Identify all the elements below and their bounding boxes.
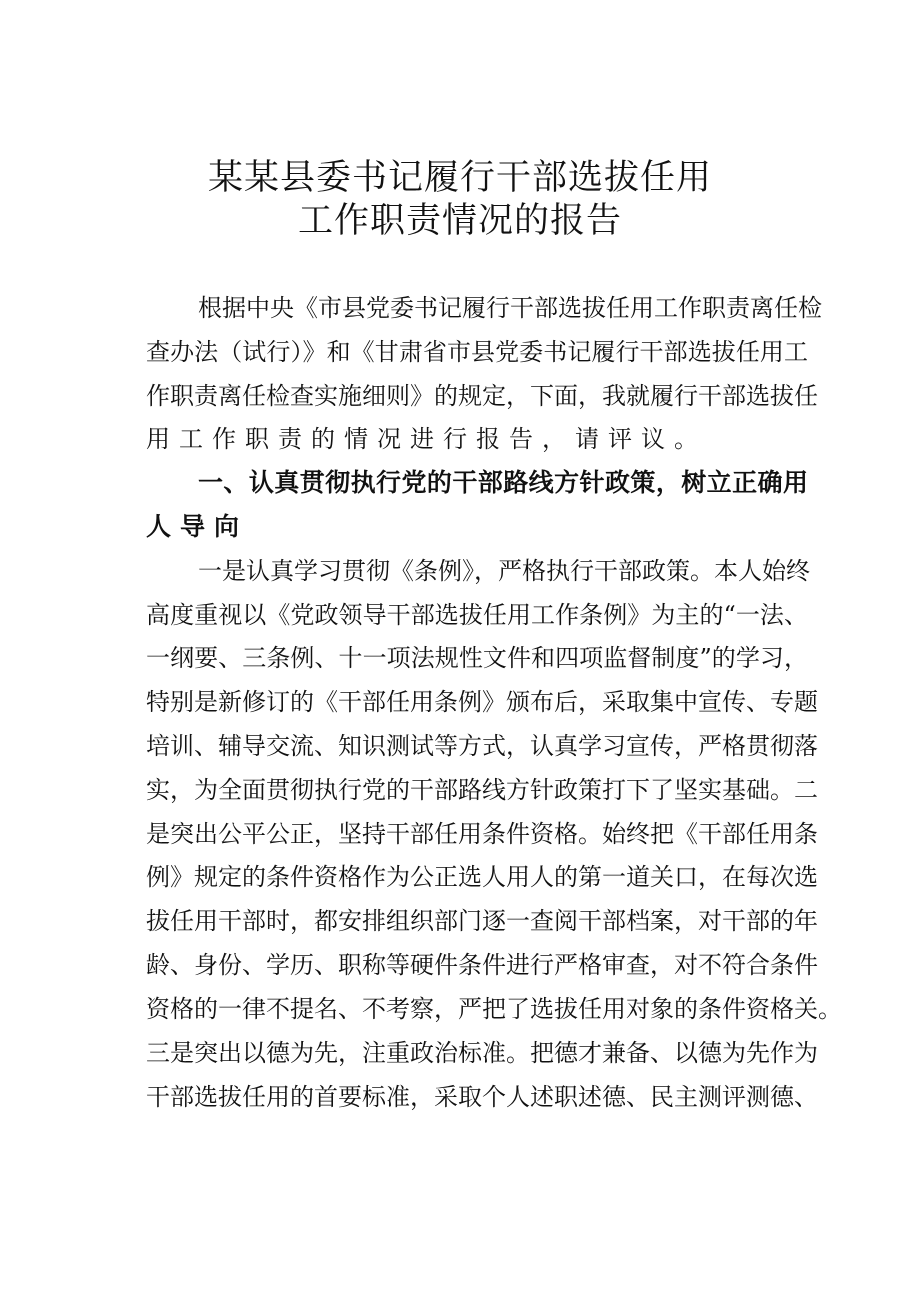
paragraph-line: 三是突出以德为先，注重政治标准。把德才兼备、以德为先作为 [146, 1039, 818, 1067]
paragraph-line: 培训、辅导交流、知识测试等方式，认真学习宣传，严格贯彻落 [146, 732, 818, 760]
title-line-1: 某某县委书记履行干部选拔任用 [207, 158, 712, 198]
paragraph-line: 拔任用干部时，都安排组织部门逐一查阅干部档案，对干部的年 [146, 907, 818, 935]
paragraph-line: 根据中央《市县党委书记履行干部选拔任用工作职责离任检 [198, 294, 822, 322]
paragraph-line: 实，为全面贯彻执行党的干部路线方针政策打下了坚实基础。二 [146, 776, 818, 804]
paragraph-line: 龄、身份、学历、职称等硬件条件进行严格审查，对不符合条件 [146, 951, 818, 979]
paragraph-line: 例》规定的条件资格作为公正选人用人的第一道关口，在每次选 [146, 863, 818, 891]
paragraph-line: 干部选拔任用的首要标准，采取个人述职述德、民主测评测德、 [146, 1083, 818, 1111]
paragraph-line: 是突出公平公正，坚持干部任用条件资格。始终把《干部任用条 [146, 820, 818, 848]
paragraph-line: 作职责离任检查实施细则》的规定，下面，我就履行干部选拔任 [146, 382, 818, 410]
paragraph-line: 资格的一律不提名、不考察，严把了选拔任用对象的条件资格关。 [146, 995, 842, 1023]
section-heading-line: 人导向 [146, 512, 249, 541]
paragraph-line: 一是认真学习贯彻《条例》，严格执行干部政策。本人始终 [198, 557, 810, 585]
paragraph-line: 一纲要、三条例、十一项法规性文件和四项监督制度”的学习， [146, 644, 808, 672]
paragraph-line: 用工作职责的情况进行报告，请评议。 [146, 425, 707, 453]
paragraph-line: 特别是新修订的《干部任用条例》颁布后，采取集中宣传、专题 [146, 688, 818, 716]
section-heading-line: 一、认真贯彻执行党的干部路线方针政策，树立正确用 [198, 468, 808, 497]
paragraph-line: 高度重视以《党政领导干部选拔任用工作条例》为主的“一法、 [146, 601, 808, 629]
title-line-2: 工作职责情况的报告 [297, 201, 622, 241]
paragraph-line: 查办法（试行）》和《甘肃省市县党委书记履行干部选拔任用工 [146, 338, 808, 366]
